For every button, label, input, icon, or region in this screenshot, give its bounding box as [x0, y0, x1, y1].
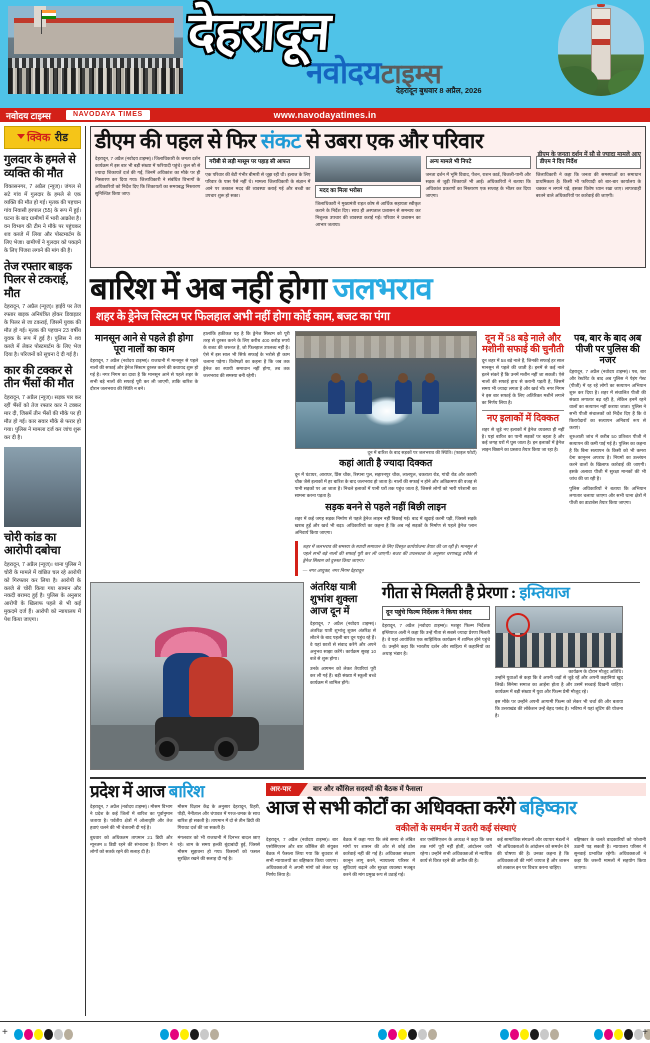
top-story-kicker: डीएम के जनता दर्शन में सौ से ज्यादा मामले आए [537, 152, 641, 158]
pradesh-story [90, 783, 260, 879]
rail-body-3: देहरादून, 7 अप्रैल (न्यूज)। थाना पुलिस ने चोरी के मामले में वांछित चल रहे आरोपी को गिरफ्तार कर लिया है। आरोपी के कब्जे से चोरी किया गया सामान और नकदी बरामद हुई है। पुलिस के अनुसार आरोपी के खिलाफ पहले से भी कई मुकदमे दर्ज हैं। आरोपी को न्यायालय में पेश किया जाएगा। [4, 561, 81, 624]
cmyk-dot-2 [34, 1029, 43, 1040]
lead-col-c-body: दून में घंटाघर, आराघर, प्रिंस चौक, रिस्पना पुल, सहारनपुर चौक, लालपुल, चकराता रोड, गांधी रोड और कारगी चौक जैसे इलाकों में हर बारिश के बाद जलभराव हो जाता है। नालों की सफाई न होने और अतिक्रमण की वजह से पानी सड़कों पर आ जाता है। निचले इलाकों में पानी घरों तक पहुंच जाता है, जिससे लोगों को भारी परेशानी का सामना करना पड़ता है। [294, 471, 477, 498]
court-body2: बैठक में कहा गया कि लंबे समय से लंबित मांगों पर शासन की ओर से कोई ठोस कार्रवाई नहीं की गई है। अधिवक्ता संरक्षण कानून लागू करने, न्यायालय परिसर में सुविधाएं बढ़ाने और सुरक्षा व्यवस्था मजबूत करने की मांग प्रमुख रूप से उठाई गई। [343, 837, 415, 877]
section-tag-sub: बार और कौंसिल सदस्यों की बैठक में फैसला [299, 783, 646, 796]
section-tag: आर-पार [266, 783, 299, 796]
lead-col-c-body2: शहर में कई जगह सड़क निर्माण से पहले ड्रेनेज लाइन नहीं बिछाई गई। बाद में खुदाई करनी पड़ी, जिससे सड़कें खराब हुईं और खर्च भी बढ़ा। अधिकारियों का कहना है कि अब नई सड़कों के निर्माण से पहले ड्रेनेज प्लान अनिवार्य किया जाएगा। [294, 515, 477, 535]
court-columns [266, 837, 646, 879]
cmyk-dot-3 [624, 1029, 633, 1040]
lead-col-c-head2: सड़क बनने से पहले नहीं बिछी लाइन [325, 502, 447, 513]
pradesh-headline-black: प्रदेश में आज [90, 782, 169, 802]
rider-back [189, 657, 233, 717]
top-story-body-3: जनता दर्शन में भूमि विवाद, पेंशन, राशन कार्ड, बिजली-पानी और सड़क से जुड़ी शिकायतें भी आईं। अधिकारियों ने बताया कि अधिकांश प्रकरणों का निस्तारण एक सप्ताह के भीतर कर दिया जाएगा। [425, 172, 531, 198]
main-content [90, 126, 646, 1016]
court-col-1 [343, 837, 415, 879]
top-story-box-title-4: डीएम ने दिए निर्देश [539, 159, 578, 166]
pg-police-headline[interactable]: पब, बार के बाद अब पीजी पर पुलिस की नजर [573, 334, 642, 366]
cmyk-group-2 [160, 1029, 219, 1040]
pg-police-body: देहरादून, 7 अप्रैल (नवोदय टाइम्स)। पब, बार और रेस्टोरेंट के बाद अब पुलिस ने पेइंग गेस्ट (पीजी) में रह रहे लोगों का सत्यापन अभियान शुरू कर दिया है। शहर में संचालित पीजी की संख्या लगातार बढ़ रही है, लेकिन इनमें रहने वालों का सत्यापन नहीं कराया जाता। पुलिस ने सभी पीजी संचालकों को निर्देश दिए हैं कि वे किरायेदारों का सत्यापन अनिवार्य रूप से कराएं। [569, 368, 646, 430]
lead-col-c [295, 331, 477, 576]
geeta-photo-caption: कार्यक्रम के दौरान मौजूद अतिथि। [568, 668, 623, 674]
rail-headline-3[interactable]: चोरी कांड का आरोपी दबोचा [4, 531, 61, 558]
photo-head-3 [398, 373, 408, 383]
pg-police-body2: शुरुआती जांच में करीब 50 प्रतिशत पीजी में सत्यापन की कमी पाई गई है। पुलिस का कहना है कि बिना सत्यापन के किसी को भी कमरा देना कानूनन अपराध है। नियमों का उल्लंघन करने वालों के खिलाफ कार्रवाई की जाएगी। इसके अलावा पीजी में सुरक्षा मानकों की भी जांच की जा रही है। [569, 434, 646, 482]
registration-mark-left: + [2, 1027, 8, 1038]
top-story-col-1 [205, 156, 310, 229]
geeta-photo-crowd [496, 633, 622, 667]
geeta-event-photo [495, 606, 623, 668]
cmyk-dot-1 [388, 1029, 397, 1040]
top-story-box-2 [315, 185, 420, 198]
photo-head-2 [358, 373, 368, 383]
cmyk-group-1 [14, 1029, 73, 1040]
cmyk-dot-3 [190, 1029, 199, 1040]
cmyk-dot-5 [210, 1029, 219, 1040]
lead-columns [90, 331, 646, 576]
quick-read-label-red: क्विक [26, 132, 51, 144]
court-story [266, 783, 646, 879]
lead-col-a-head: मानसून आने से पहले ही होगा पूरा नालों का काम [95, 334, 194, 355]
geeta-headline[interactable] [382, 586, 640, 603]
astronaut-headline[interactable]: अंतरिक्ष यात्री शुभांश शुक्ला आज दून में [310, 582, 358, 618]
cmyk-dot-1 [510, 1029, 519, 1040]
astronaut-story [310, 582, 376, 770]
rail-body-2: देहरादून, 7 अप्रैल (न्यूज)। सड़क पार कर रहीं भैंसों को तेज रफ्तार कार ने टक्कर मार दी, जिसमें तीन भैंसों की मौके पर ही मौत हो गई। कार सवार मौके से फरार हो गया। पुलिस ने मामला दर्ज कर जांच शुरू कर दी है। [4, 394, 81, 441]
top-story-col-2 [315, 156, 420, 229]
pradesh-headline-blue: बारिश [168, 782, 205, 802]
top-story-box-title-1: गरीबी से लड़ी मासूम पर पहाड़ सी आफत [209, 159, 291, 166]
lead-col-a-body: देहरादून, 7 अप्रैल (नवोदय टाइम्स)। राजधानी में मानसून से पहले नालों की सफाई और ड्रेनेज सिस्टम दुरुस्त करने की कवायद शुरू हो गई है। नगर निगम का दावा है कि मानसून आने से पहले शहर के सभी बड़े नालों की सफाई पूरी कर ली जाएगी, ताकि बारिश के दौरान जलभराव की स्थिति न बने। [90, 357, 199, 391]
top-story-headline-highlight: संकट [260, 129, 301, 153]
rail-photo [4, 447, 81, 527]
masthead-title-block [186, 4, 548, 93]
court-headline-blue: बहिष्कार [519, 798, 577, 820]
quick-read-header [4, 126, 81, 149]
court-body: देहरादून, 7 अप्रैल (नवोदय टाइम्स)। बार एसोसिएशन और बार कौंसिल की संयुक्त बैठक में फैसला लिया गया कि बुधवार से सभी न्यायालयों का बहिष्कार किया जाएगा। अधिवक्ताओं ने अपनी मांगों को लेकर यह निर्णय लिया है। [266, 837, 338, 877]
lead-col-d-head2: नए इलाकों में दिक्कत [486, 413, 560, 424]
cmyk-dot-3 [530, 1029, 539, 1040]
cmyk-dot-4 [200, 1029, 209, 1040]
cmyk-dot-2 [398, 1029, 407, 1040]
court-headline[interactable] [266, 799, 646, 819]
cmyk-dot-4 [418, 1029, 427, 1040]
geeta-kicker-text: दून पहुंचे फिल्म निर्देशक ने किया संवाद [386, 608, 472, 616]
brand-english-badge: NAVODAYA TIMES [66, 110, 150, 120]
lead-story [90, 273, 646, 576]
geeta-story [382, 582, 640, 770]
geeta-text-col2 [495, 675, 623, 720]
rail-headline-0[interactable]: गुलदार के हमले से व्यक्ति की मौत [4, 154, 76, 180]
website-url[interactable]: www.navodayatimes.in [273, 110, 377, 120]
scooter-wheel-rear [214, 737, 238, 761]
geeta-body2: उन्होंने युवाओं से कहा कि वे अपनी जड़ों से जुड़े रहें और अपनी कहानियां खुद लिखें। सिनेमा समाज का आईना होता है और उसमें सच्चाई दिखनी चाहिए। कार्यक्रम में बड़ी संख्या में युवा और फिल्म प्रेमी मौजूद रहे। [495, 674, 623, 694]
rail-body-0: विकासनगर, 7 अप्रैल (न्यूज)। जंगल से सटे गांव में गुलदार के हमले से एक व्यक्ति की मौत हो गई। मृतक की पहचान गांव निवासी हरपाल (55) के रूप में हुई। घटना के बाद ग्रामीणों में भारी आक्रोश है। वन विभाग की टीम ने मौके पर पहुंचकर शव कब्जे में लिया और पोस्टमार्टम के लिए भेजा। ग्रामीणों ने गुलदार को पकड़ने के लिए पिंजरा लगाने की मांग की है। [4, 184, 81, 254]
cmyk-dot-1 [604, 1029, 613, 1040]
cmyk-dot-4 [540, 1029, 549, 1040]
scooter-rain-photo [90, 582, 304, 770]
lead-col-b [203, 331, 290, 576]
tree-graphic-right [608, 70, 644, 96]
court-col-0 [266, 837, 338, 879]
pradesh-body4: मंगलवार को भी राजधानी में दिनभर बादल छाए रहे। शाम के समय हल्की बूंदाबांदी हुई, जिससे मौसम सुहावना हो गया। किसानों को फसल सुरक्षित रखने की सलाह दी गई है। [177, 834, 260, 861]
top-story-headline[interactable] [95, 130, 641, 152]
cmyk-dot-2 [520, 1029, 529, 1040]
cmyk-dot-3 [44, 1029, 53, 1040]
pradesh-headline[interactable] [90, 783, 260, 801]
masthead-title-navodaya: नवोदय [306, 55, 381, 91]
court-col-2 [420, 837, 492, 879]
cmyk-dot-1 [24, 1029, 33, 1040]
lead-photo-caption: दून में बारिश के बाद सड़कों पर जलभराव की स्थिति। (फाइल फोटो) [367, 450, 477, 455]
divider-d [482, 410, 565, 411]
parade-crowd-front [8, 68, 183, 94]
pradesh-columns [90, 804, 260, 863]
top-story-col-3 [426, 156, 531, 229]
photo-head-1 [331, 373, 341, 383]
photo-person-2 [355, 380, 372, 414]
rail-headline-2[interactable]: कार की टक्कर से तीन भैंसों की मौत [4, 364, 74, 391]
lead-subbar: शहर के ड्रेनेज सिस्टम पर फिलहाल अभी नहीं होगा कोई काम, बजट का पंगा [90, 307, 560, 326]
court-col-4 [574, 837, 646, 879]
registration-mark-right: + [642, 1027, 648, 1038]
top-story-columns [95, 156, 641, 229]
court-tag-row [266, 783, 646, 796]
geeta-text-col [382, 623, 490, 658]
top-story-col-0 [95, 156, 200, 229]
top-story-thumb [315, 156, 420, 182]
building-graphic [14, 18, 174, 54]
lead-col-e [569, 331, 646, 576]
masthead-title-dehradun: देहरादून [186, 4, 332, 61]
pradesh-body2: मौसम विज्ञान केंद्र के अनुसार देहरादून, टिहरी, पौड़ी, नैनीताल और चंपावत में गरज-चमक के साथ बारिश हो सकती है। तापमान में दो से तीन डिग्री की गिरावट दर्ज की जा सकती है। [177, 803, 260, 830]
top-story-body-2: जिलाधिकारी ने मुख्यमंत्री राहत कोष से आर्थिक सहायता स्वीकृत कराने के निर्देश दिए। साथ ही अस्पताल प्रशासन से समन्वय कर निशुल्क उपचार की व्यवस्था कराई गई। परिवार ने प्रशासन का आभार जताया। [315, 201, 421, 227]
lead-headline-cyan: जलभराव [332, 271, 432, 306]
bottom-band [90, 777, 646, 879]
cmyk-dot-0 [594, 1029, 603, 1040]
website-bar [0, 108, 650, 122]
geeta-body: देहरादून, 7 अप्रैल (नवोदय टाइम्स)। मशहूर फिल्म निर्देशक इम्तियाज अली ने कहा कि उन्हें गीता से सबसे ज्यादा प्रेरणा मिलती है। वे यहां आयोजित एक साहित्यिक कार्यक्रम में शामिल होने पहुंचे थे। उन्होंने कहा कि भारतीय दर्शन और साहित्य में कहानियों का अथाह भंडार है। [382, 622, 490, 656]
top-story [90, 126, 646, 268]
top-story-box-1 [205, 156, 310, 169]
cmyk-group-4 [500, 1029, 559, 1040]
geeta-headline-black: गीता से मिलती है प्रेरणा : [382, 585, 520, 603]
cmyk-dot-0 [378, 1029, 387, 1040]
rail-headline-1[interactable]: तेज रफ्तार बाइक पिलर से टकराई, मौत [4, 260, 72, 300]
scooter-wheel-front [155, 737, 179, 761]
pradesh-body: देहरादून, 7 अप्रैल (नवोदय टाइम्स)। मौसम विभाग ने प्रदेश के कई जिलों में बारिश का पूर्वानुमान जताया है। पर्वतीय क्षेत्रों में ओलावृष्टि और तेज हवाएं चलने की भी चेतावनी दी गई है। [90, 803, 173, 830]
cmyk-dot-0 [14, 1029, 23, 1040]
top-story-body-4: जिलाधिकारी ने कहा कि जनता की समस्याओं का समाधान प्राथमिकता है। किसी भी फरियादी को बार-बार कार्यालय के चक्कर न लगाने पड़ें, इसका विशेष ध्यान रखा जाए। लापरवाही बरतने वाले अधिकारियों पर कार्रवाई की जाएगी। [535, 172, 642, 198]
masthead-photo-clocktower [558, 4, 644, 96]
cmyk-dot-0 [500, 1029, 509, 1040]
masthead-dateline: देहरादून बुधवार 8 अप्रैल, 2026 [396, 86, 482, 95]
masthead-title-times: टाइम्स [380, 59, 442, 90]
top-story-box-title-3: अन्य मामले भी निपटे [429, 159, 472, 166]
geeta-row [382, 606, 640, 720]
geeta-headline-blue: इम्तियाज [519, 585, 570, 603]
court-headline-black: आज से सभी कोर्टों का अधिवक्ता करेंगे [266, 798, 520, 820]
cmyk-group-3 [378, 1029, 437, 1040]
cmyk-dot-5 [64, 1029, 73, 1040]
top-story-box-3 [426, 156, 531, 169]
quick-read-rail [4, 126, 86, 1016]
cmyk-dot-1 [170, 1029, 179, 1040]
lead-headline-black: बारिश में अब नहीं होगा [90, 271, 333, 306]
masthead [0, 0, 650, 108]
lead-col-d-head: दून में 58 बड़े नाले और मशीनी सफाई की चुनौती [482, 334, 564, 355]
lead-quote-attribution: — नगर आयुक्त, नगर निगम देहरादून [302, 567, 364, 573]
lead-photo-waterlogging [295, 331, 477, 449]
geeta-body3: इस मौके पर उन्होंने अपनी आगामी फिल्म को लेकर भी चर्चा की और बताया कि उत्तराखंड की लोकेशन उन्हें बेहद पसंद है। भविष्य में यहां शूटिंग की योजना है। [495, 698, 623, 718]
photo-wall-bg [296, 336, 476, 358]
top-story-col-4 [536, 156, 641, 229]
top-story-box-title-2: मदद का मिला भरोसा [319, 188, 363, 195]
cmyk-dot-5 [428, 1029, 437, 1040]
masthead-photo-parade [8, 6, 183, 94]
geeta-top-divider [382, 582, 640, 583]
lead-col-b-body: हालांकि हकीकत यह है कि ड्रेनेज सिस्टम को पूरी तरह से दुरुस्त करने के लिए करीब 400 करोड़ रुपये के बजट की जरूरत है, जो फिलहाल उपलब्ध नहीं है। ऐसे में इस साल भी सिर्फ सफाई के भरोसे ही काम चलाना पड़ेगा। विशेषज्ञों का कहना है कि जब तक ड्रेनेज का स्थायी समाधान नहीं होगा, तब तक जलभराव की समस्या बनी रहेगी। [203, 331, 290, 378]
photo-person-1 [328, 380, 345, 414]
photo-head-4 [425, 373, 435, 383]
pradesh-col-0 [90, 804, 173, 863]
lead-quote-box [295, 541, 477, 576]
quick-read-label-black: रीड [54, 132, 69, 144]
court-subhead: वकीलों के समर्थन में उतरी कई संस्थाएं [395, 823, 517, 833]
cmyk-dot-5 [550, 1029, 559, 1040]
lead-quote-text: शहर में जलभराव की समस्या के स्थायी समाधान के लिए विस्तृत कार्ययोजना तैयार की जा रही है। मानसून से पहले सभी बड़े नालों की सफाई पूरी कर ली जाएगी। बजट की उपलब्धता के अनुसार चरणबद्ध तरीके से ड्रेनेज सिस्टम को दुरुस्त किया जाएगा। [302, 543, 477, 563]
photo-person-4 [422, 380, 439, 414]
top-story-body-0: देहरादून, 7 अप्रैल (नवोदय टाइम्स)। जिलाधिकारी के जनता दर्शन कार्यक्रम में इस बार भी बड़ी संख्या में फरियादी पहुंचे। कुल सौ से ज्यादा शिकायतें दर्ज की गईं, जिनमें अधिकांश का मौके पर ही निस्तारण कर दिया गया। जिलाधिकारी ने संबंधित विभागों के अधिकारियों को निर्देश दिए कि शिकायतों का समयबद्ध निस्तारण सुनिश्चित किया जाए। [95, 156, 201, 196]
lead-headline[interactable] [90, 273, 646, 304]
lead-col-d [482, 331, 565, 576]
brand-hindi-label: नवोदय टाइम्स [6, 111, 51, 121]
geeta-right-col [495, 606, 623, 720]
lead-col-c-head: कहां आती है ज्यादा दिक्कत [339, 459, 433, 469]
top-story-headline-part1: डीएम की पहल से फिर [95, 129, 261, 153]
top-story-body-1: एक परिवार की बेटी गंभीर बीमारी से जूझ रही थी। इलाज के लिए परिवार के पास पैसे नहीं थे। मामला जिलाधिकारी के संज्ञान में आने पर तत्काल मदद की व्यवस्था कराई गई और बच्ची का उपचार शुरू हो सका। [205, 172, 311, 198]
cmyk-registration-bar [0, 1021, 650, 1043]
lead-col-d-body: दून शहर में 58 बड़े नाले हैं, जिनकी सफाई हर साल मानसून से पहले की जाती है। इनमें से कई नाले इतने संकरे हैं कि उनमें मशीन नहीं जा सकती। ऐसे नालों की सफाई हाथ से करानी पड़ती है, जिसमें समय भी ज्यादा लगता है और खर्च भी। नगर निगम ने इस बार सफाई के लिए अतिरिक्त मशीनें लगाने का निर्णय लिया है। [481, 357, 565, 405]
pg-police-body3: पुलिस अधिकारियों ने बताया कि अभियान लगातार चलाया जाएगा और सभी थाना क्षेत्रों में पीजी का डाटाबेस तैयार किया जाएगा। [569, 486, 646, 506]
cmyk-dot-3 [408, 1029, 417, 1040]
page-body [0, 122, 650, 1026]
geeta-kicker-box [382, 606, 490, 620]
cmyk-dot-0 [160, 1029, 169, 1040]
lead-col-d-body2: शहर से जुड़े नए इलाकों में ड्रेनेज व्यवस्था ही नहीं है। यहां बारिश का पानी सड़कों पर बहता है और कई जगह घरों में घुस जाता है। इन इलाकों में ड्रेनेज लाइन बिछाने का प्रस्ताव तैयार किया जा रहा है। [481, 426, 565, 453]
indian-flag-icon [42, 10, 56, 19]
rail-body-1: देहरादून, 7 अप्रैल (न्यूज)। हाईवे पर तेज रफ्तार बाइक अनियंत्रित होकर डिवाइडर के पिलर से जा टकराई, जिसमें युवक की मौत हो गई। मृतक की पहचान 23 वर्षीय युवक के रूप में हुई है। पुलिस ने शव कब्जे में लेकर पोस्टमार्टम के लिए भेज दिया है। परिजनों को सूचना दे दी गई है। [4, 304, 81, 358]
lead-col-a [90, 331, 198, 576]
clock-tower-top [597, 4, 605, 7]
middle-band [90, 582, 646, 770]
geeta-left-col [382, 606, 490, 720]
triangle-icon [17, 134, 25, 139]
pradesh-col-1 [178, 804, 261, 863]
court-body3: बार एसोसिएशन के अध्यक्ष ने कहा कि जब तक मांगें पूरी नहीं होतीं, आंदोलन जारी रहेगा। उन्होंने सभी अधिवक्ताओं से न्यायिक कार्य से विरत रहने की अपील की है। [420, 837, 492, 863]
astronaut-body2: उनके आगमन को लेकर तैयारियां पूरी कर ली गई हैं। बड़ी संख्या में स्कूली बच्चे कार्यक्रम में शामिल होंगे। [310, 665, 376, 685]
cmyk-dot-2 [614, 1029, 623, 1040]
court-body4: कई सामाजिक संगठनों और व्यापार मंडलों ने भी अधिवक्ताओं के आंदोलन को समर्थन देने की घोषणा की है। उनका कहना है कि अधिवक्ताओं की मांगें जायज हैं और शासन को तत्काल इन पर विचार करना चाहिए। [497, 837, 569, 870]
top-story-headline-part2: से उबरा एक और परिवार [300, 129, 484, 153]
court-body5: बहिष्कार के चलते वादकारियों को परेशानी उठानी पड़ सकती है। न्यायालय परिसर में सुनवाई प्रभावित रहेगी। अधिवक्ताओं ने कहा कि जरूरी मामलों में सहयोग किया जाएगा। [574, 837, 646, 870]
pradesh-body3: बुधवार को अधिकतम तापमान 21 डिग्री और न्यूनतम 8 डिग्री रहने की संभावना है। विभाग ने लोगों को सतर्क रहने की सलाह दी है। [90, 834, 173, 854]
astronaut-body: देहरादून, 7 अप्रैल (नवोदय टाइम्स)। अंतरिक्ष यात्री शुभांशु शुक्ल अंतरिक्ष से लौटने के बाद पहली बार दून पहुंच रहे हैं। वे यहां छात्रों से संवाद करेंगे और अपने अनुभव साझा करेंगे। कार्यक्रम सुबह 10 बजे से शुरू होगा। [310, 621, 376, 661]
cmyk-dot-2 [180, 1029, 189, 1040]
clock-tower-graphic [591, 8, 611, 80]
highlight-circle-icon [506, 613, 530, 637]
photo-person-3 [395, 380, 412, 414]
cmyk-dot-4 [54, 1029, 63, 1040]
court-col-3 [497, 837, 569, 879]
